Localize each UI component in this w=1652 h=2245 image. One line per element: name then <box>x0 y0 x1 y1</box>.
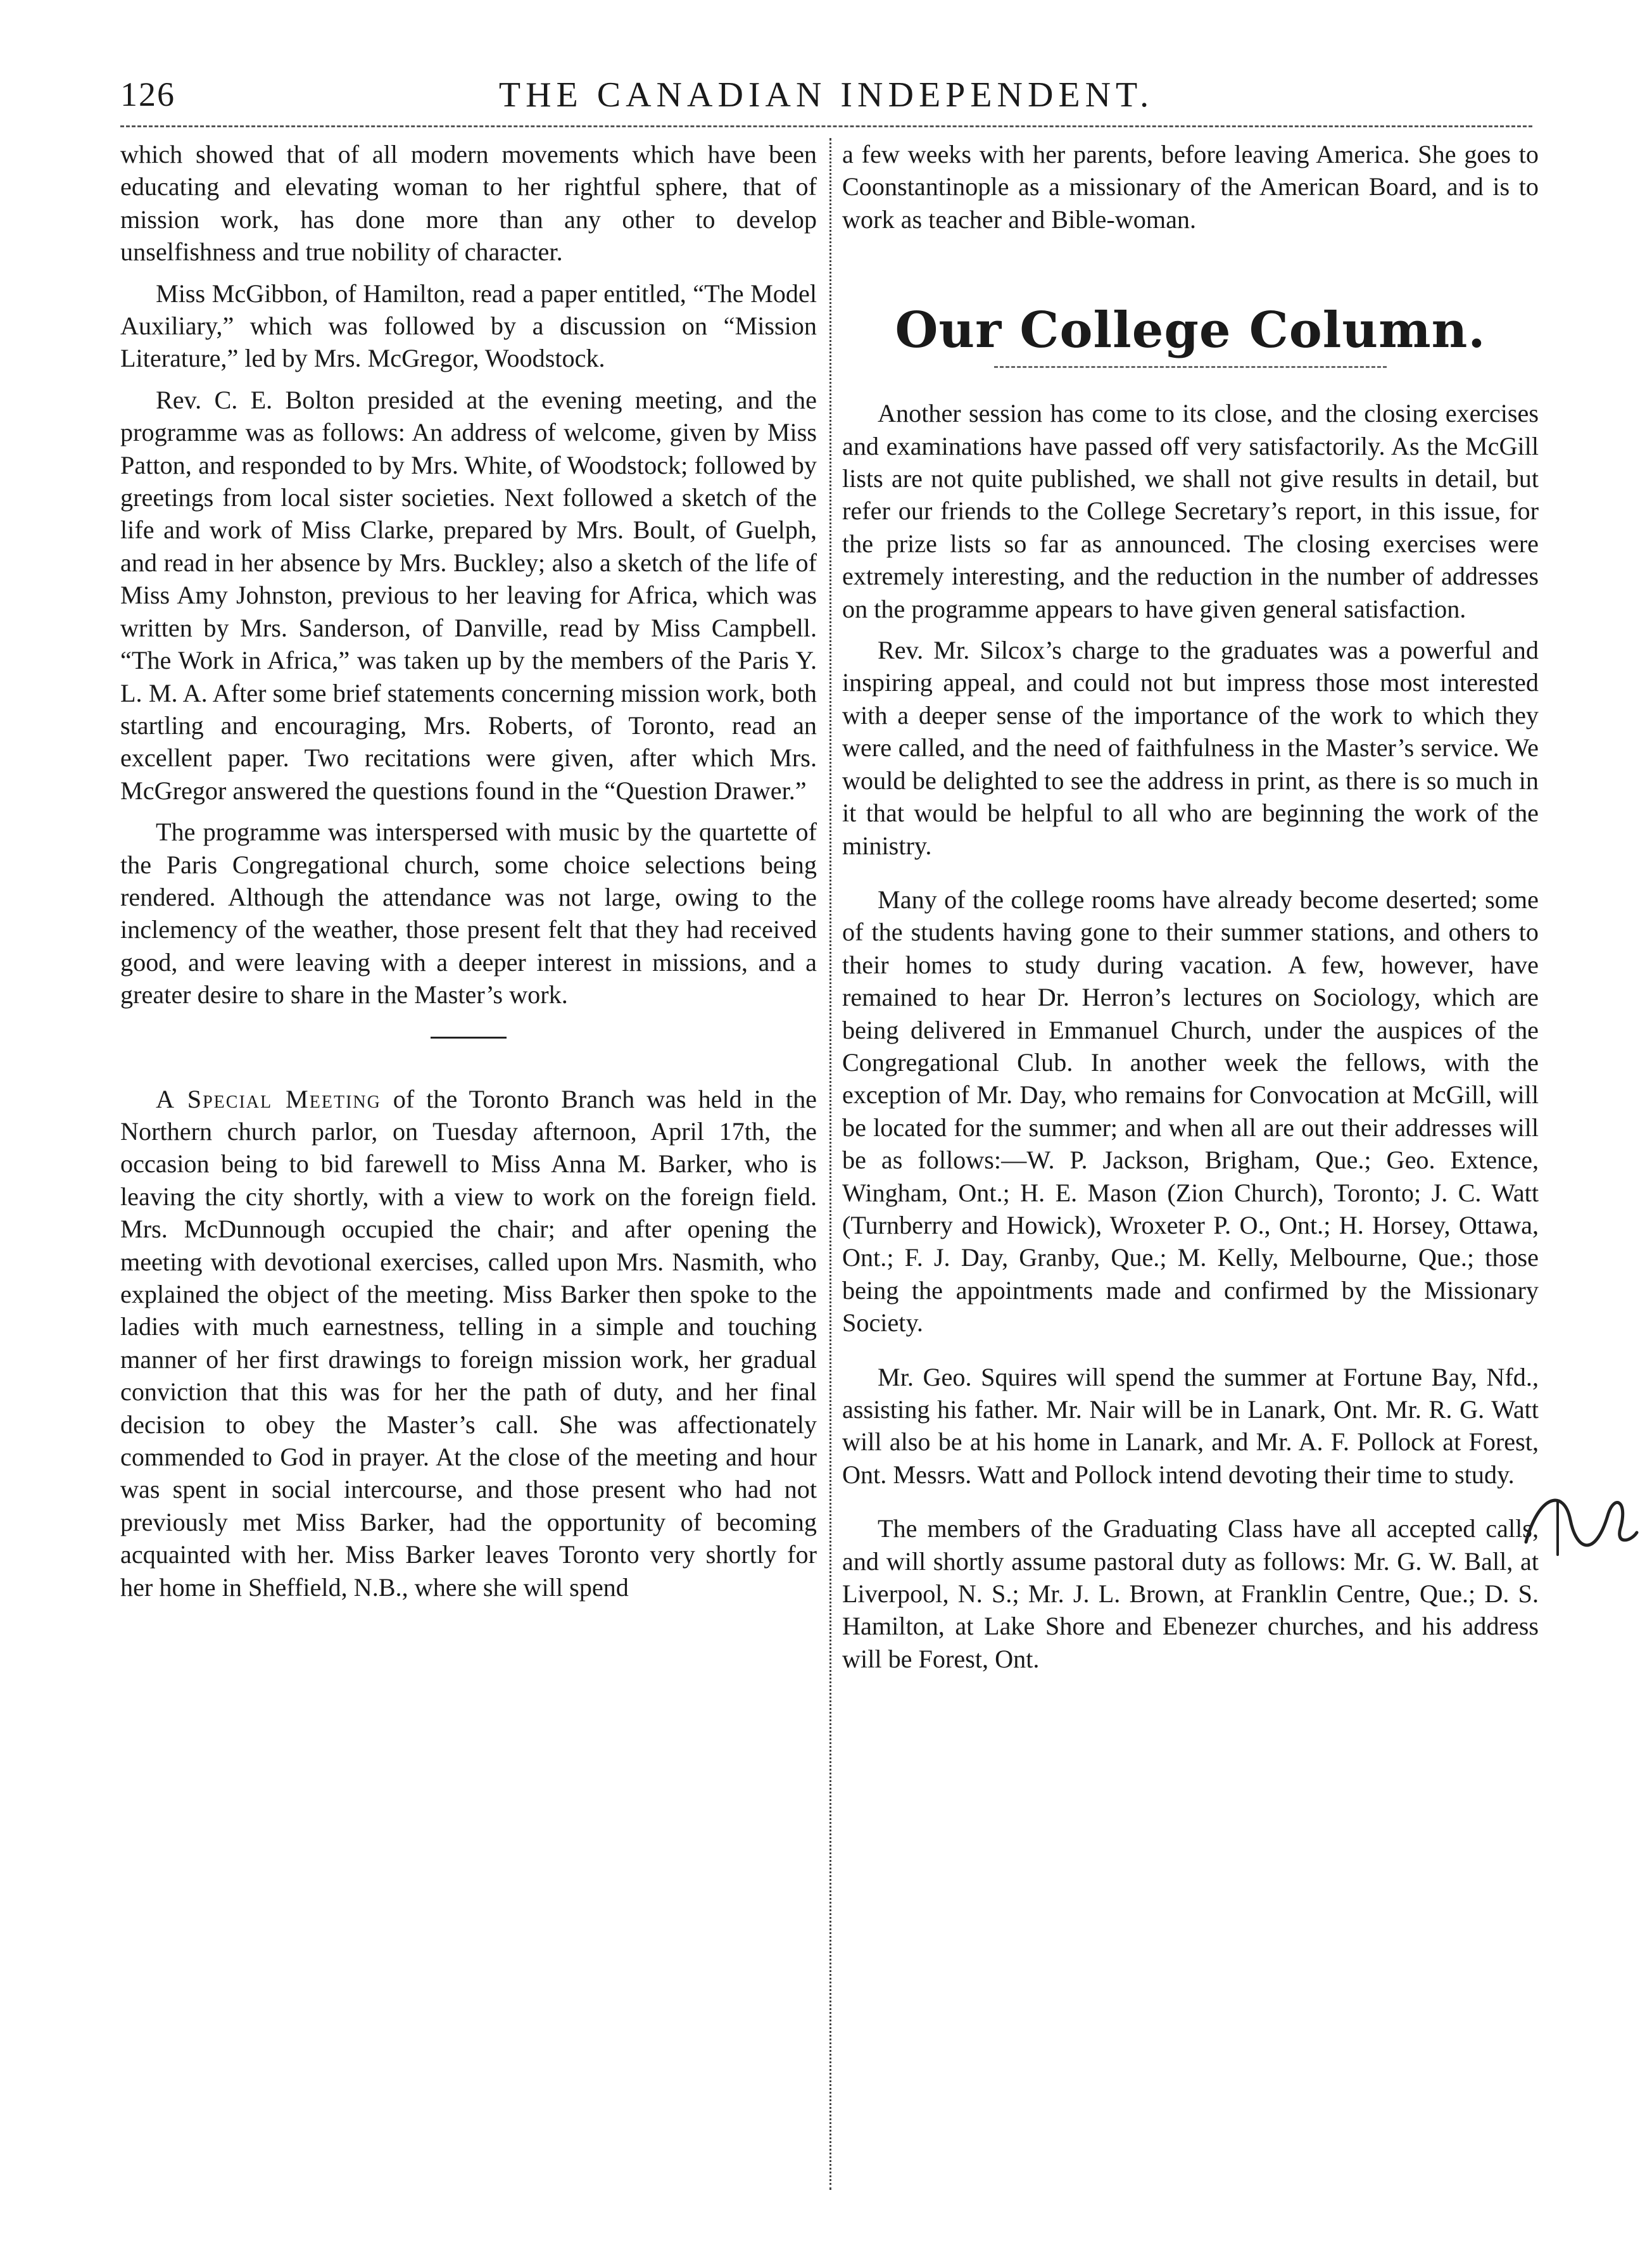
paragraph: Rev. C. E. Bolton presided at the evening meeting, and the programme was as follows: An address of welcome, given by Miss Patton, and responded to by Mrs. White, of Woodstock; followed by greetings from local sister societies. Next followed a sketch of the life and work of Miss Clarke, prepared by Mrs. Boult, of Guelph, and read in her absence by Mrs. Buckley; also a sketch of the life of Miss Amy Johnston, previous to her leaving for Africa, which was written by Mrs. Sanderson, of Danville, read by Miss Campbell. “The Work in Africa,” was taken up by the members of the Paris Y. L. M. A. After some brief statements concerning mission work, both startling and encouraging, Mrs. Roberts, of Toronto, read an excellent paper. Two recitations were given, after which Mrs. McGregor answered the questions found in the “Question Drawer.” <box>120 385 817 805</box>
running-title: THE CANADIAN INDEPENDENT. <box>498 75 1154 115</box>
column-divider <box>829 138 831 2190</box>
paragraph: Mr. Geo. Squires will spend the summer at Fortune Bay, Nfd., assisting his father. Mr. Nair will be in Lanark, Ont. Mr. R. G. Watt will also be at his home in Lanark, and Mr. A. F. Pollock at Forest, Ont. Messrs. Watt and Pollock intend devoting their time to study. <box>842 1362 1539 1489</box>
special-meeting-text: of the Toronto Branch was held in the Northern church parlor, on Tuesday afternoon, April 17th, the occasion being to bid farewell to Miss Anna M. Barker, who is leaving the city shortly, with a view to work on the foreign field. Mrs. McDunnough occupied the chair; and after opening the meeting with devotional exercises, called upon Mrs. Nasmith, who explained the object of the meeting. Miss Barker then spoke to the ladies with much earnestness, telling in a simple and touching manner of her first drawings to foreign mission work, her gradual conviction that this was for her the path of duty, and her final decision to obey the Master’s call. She was affectionately commended to God in prayer. At the close of the meeting and hour was spent in social intercourse, and those present who had not previously met Miss Barker, had the opportunity of becoming acquainted with her. Miss Barker leaves Toronto very shortly for her home in Sheffield, N.B., where she will spend <box>120 1084 817 1602</box>
continued-paragraph: a few weeks with her parents, before leaving America. She goes to Coonstantinople as a missionary of the American Board, and is to work as teacher and Bible-woman. <box>842 140 1539 234</box>
handwritten-mark-icon <box>1520 1482 1640 1564</box>
special-meeting-lead: A Special Meeting <box>156 1084 381 1113</box>
paragraph: Rev. Mr. Silcox’s charge to the graduates was a powerful and inspiring appeal, and could not but impress those most interested with a deeper sense of the importance of the work to which they were called, and the need of faithfulness in the Master’s service. We would be delighted to see the address in print, as there is so much in it that would be helpful to all who are beginning the work of the ministry. <box>842 636 1539 860</box>
college-column-heading: Our College Column. <box>895 301 1486 360</box>
page-number: 126 <box>120 75 175 113</box>
special-meeting-paragraph <box>120 1083 817 1604</box>
paragraph: The programme was interspersed with music by the quartette of the Paris Congregational church, some choice selections being rendered. Although the attendance was not large, owing to the inclemency of the weather, those present felt that they had received good, and were leaving with a deeper interest in missions, and a greater desire to share in the Master’s work. <box>120 818 817 1009</box>
section-divider <box>431 1037 507 1039</box>
paragraph: Many of the college rooms have already become deserted; some of the students having gone to their summer stations, and others to their homes to study during vacation. A few, however, have remained to hear Dr. Herron’s lectures on Sociology, which are being delivered in Emmanuel Church, under the auspices of the Congregational Club. In another week the fellows, with the exception of Mr. Day, who remains for Convocation at McGill, will be located for the summer; and when all are out their addresses will be as follows:—W. P. Jackson, Brigham, Que.; Geo. Extence, Wingham, Ont.; H. E. Mason (Zion Church), Toronto; J. C. Watt (Turnberry and Howick), Wroxeter P. O., Ont.; H. Horsey, Ottawa, Ont.; F. J. Day, Granby, Que.; M. Kelly, Melbourne, Que.; those being the appointments made and confirmed by the Missionary Society. <box>842 885 1539 1338</box>
paragraph: Miss McGibbon, of Hamilton, read a paper entitled, “The Model Auxiliary,” which was followed by a discussion on “Mission Literature,” led by Mrs. McGregor, Woodstock. <box>120 279 817 373</box>
paragraph: Another session has come to its close, and the closing exercises and examinations have passed off very satisfactorily. As the McGill lists are not quite published, we shall not give results in detail, but refer our friends to the College Secretary’s report, in this issue, for the prize lists so far as announced. The closing exercises were extremely interesting, and the reduction in the number of addresses on the programme appears to have given general satisfaction. <box>842 399 1539 623</box>
left-column <box>120 138 817 1612</box>
page-header <box>120 75 1532 125</box>
paragraph: which showed that of all modern movements which have been educating and elevating woman to her rightful sphere, that of mission work, has done more than any other to develop unselfishness and true nobility of character. <box>120 140 817 267</box>
paragraph: The members of the Graduating Class have all accepted calls, and will shortly assume pastoral duty as follows: Mr. G. W. Ball, at Liverpool, N. S.; Mr. J. L. Brown, at Franklin Centre, Que.; D. S. Hamilton, at Lake Shore and Ebenezer churches, and his address will be Forest, Ont. <box>842 1514 1539 1673</box>
header-rule <box>120 125 1532 127</box>
right-column <box>842 138 1539 1684</box>
heading-rule <box>994 366 1387 368</box>
